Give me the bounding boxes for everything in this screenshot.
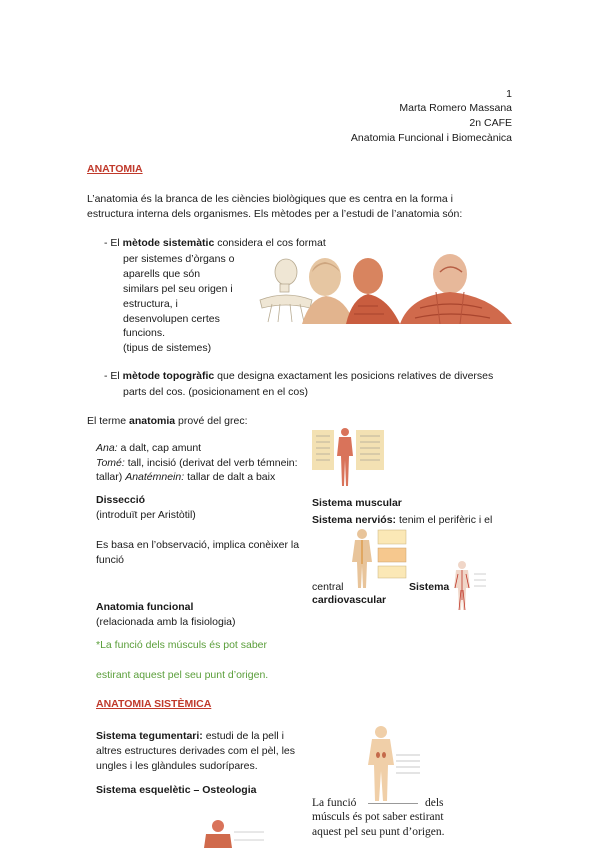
method1-line: similars pel seu origen i: [123, 283, 233, 295]
cardiovascular-label: cardiovascular: [312, 594, 387, 606]
intro-line-2: estructura interna dels organismes. Els mètodes per a l’estudi de l’anatomia són:: [87, 208, 463, 220]
method1-line: per sistemes d’òrgans o: [123, 253, 235, 265]
funcional-title: Anatomia funcional: [96, 601, 194, 613]
intro-line-1: L’anatomia és la branca de les ciències biològiques que es centra en la forma i: [87, 193, 453, 205]
method-topografic: - El mètode topogràfic que designa exactament les posicions relatives de diverses: [104, 370, 494, 382]
section-title-anatomia: ANATOMIA: [87, 163, 143, 175]
central-label: central: [312, 581, 344, 593]
etymology-ana: Ana: a dalt, cap amunt: [96, 442, 202, 454]
funcio-line-3: aquest pel seu punt d’origen.: [312, 826, 445, 838]
tegumentari-line-3: ungles i les glàndules sudorípares.: [96, 760, 258, 772]
muscle-figure-icon: [312, 424, 392, 490]
sistema-label: Sistema: [409, 581, 450, 593]
underline-divider: [368, 803, 418, 804]
sistema-muscular: Sistema muscular: [312, 497, 402, 509]
funcio-line-1a: La funció: [312, 797, 357, 809]
method1-line: estructura, i: [123, 298, 178, 310]
basa-line-1: Es basa en l’observació, implica conèixer la: [96, 539, 300, 551]
etymology-tome: Tomé: tall, incisió (derivat del verb témnein:: [96, 457, 298, 469]
funcional-sub: (relacionada amb la fisiologia): [96, 616, 236, 628]
cardiovascular-figure-icon: [450, 560, 490, 612]
urinary-system-figure-icon: [364, 725, 424, 803]
green-note-line-2: estirant aquest pel seu punt d’origen.: [96, 669, 269, 681]
method1-line: aparells que són: [123, 268, 201, 280]
subject-label: Anatomia Funcional i Biomecànica: [350, 132, 512, 144]
disseccio-sub: (introduït per Aristòtil): [96, 509, 196, 521]
sistema-esqueletic: Sistema esquelètic – Osteologia: [96, 784, 257, 796]
disseccio-title: Dissecció: [96, 494, 146, 506]
tegumentari-line-2: altres estructures derivades com el pèl, les: [96, 745, 296, 757]
etymology-intro: El terme anatomia prové del grec:: [87, 415, 248, 427]
tegumentari-line-1: Sistema tegumentari: estudi de la pell i: [96, 730, 284, 742]
method-sistematic: - El mètode sistemàtic considera el cos format: [104, 237, 326, 249]
method1-line: (tipus de sistemes): [123, 342, 212, 354]
etymology-anatemnein: tallar) Anatémnein: tallar de dalt a baix: [96, 471, 276, 483]
method1-line: desenvolupen certes: [123, 313, 220, 325]
section-title-anatomia-sistemica: ANATOMIA SISTÈMICA: [96, 698, 212, 710]
funcio-line-2: músculs és pot saber estirant: [312, 811, 444, 823]
green-note-line-1: *La funció dels músculs és pot saber: [96, 639, 268, 651]
funcio-line-1b: dels: [425, 797, 444, 809]
basa-line-2: funció: [96, 554, 125, 566]
page-number: 1: [506, 88, 512, 100]
skeletal-figure-icon: [204, 818, 268, 848]
method2-line-2: parts del cos. (posicionament en el cos): [123, 386, 309, 398]
author-name: Marta Romero Massana: [399, 102, 512, 114]
course-label: 2n CAFE: [469, 117, 512, 129]
sistema-nervios: Sistema nerviós: tenim el perifèric i el: [312, 514, 493, 526]
method1-line: funcions.: [123, 327, 166, 339]
anatomy-figures-icon: [250, 252, 512, 324]
nervous-system-figure-icon: [346, 528, 408, 590]
